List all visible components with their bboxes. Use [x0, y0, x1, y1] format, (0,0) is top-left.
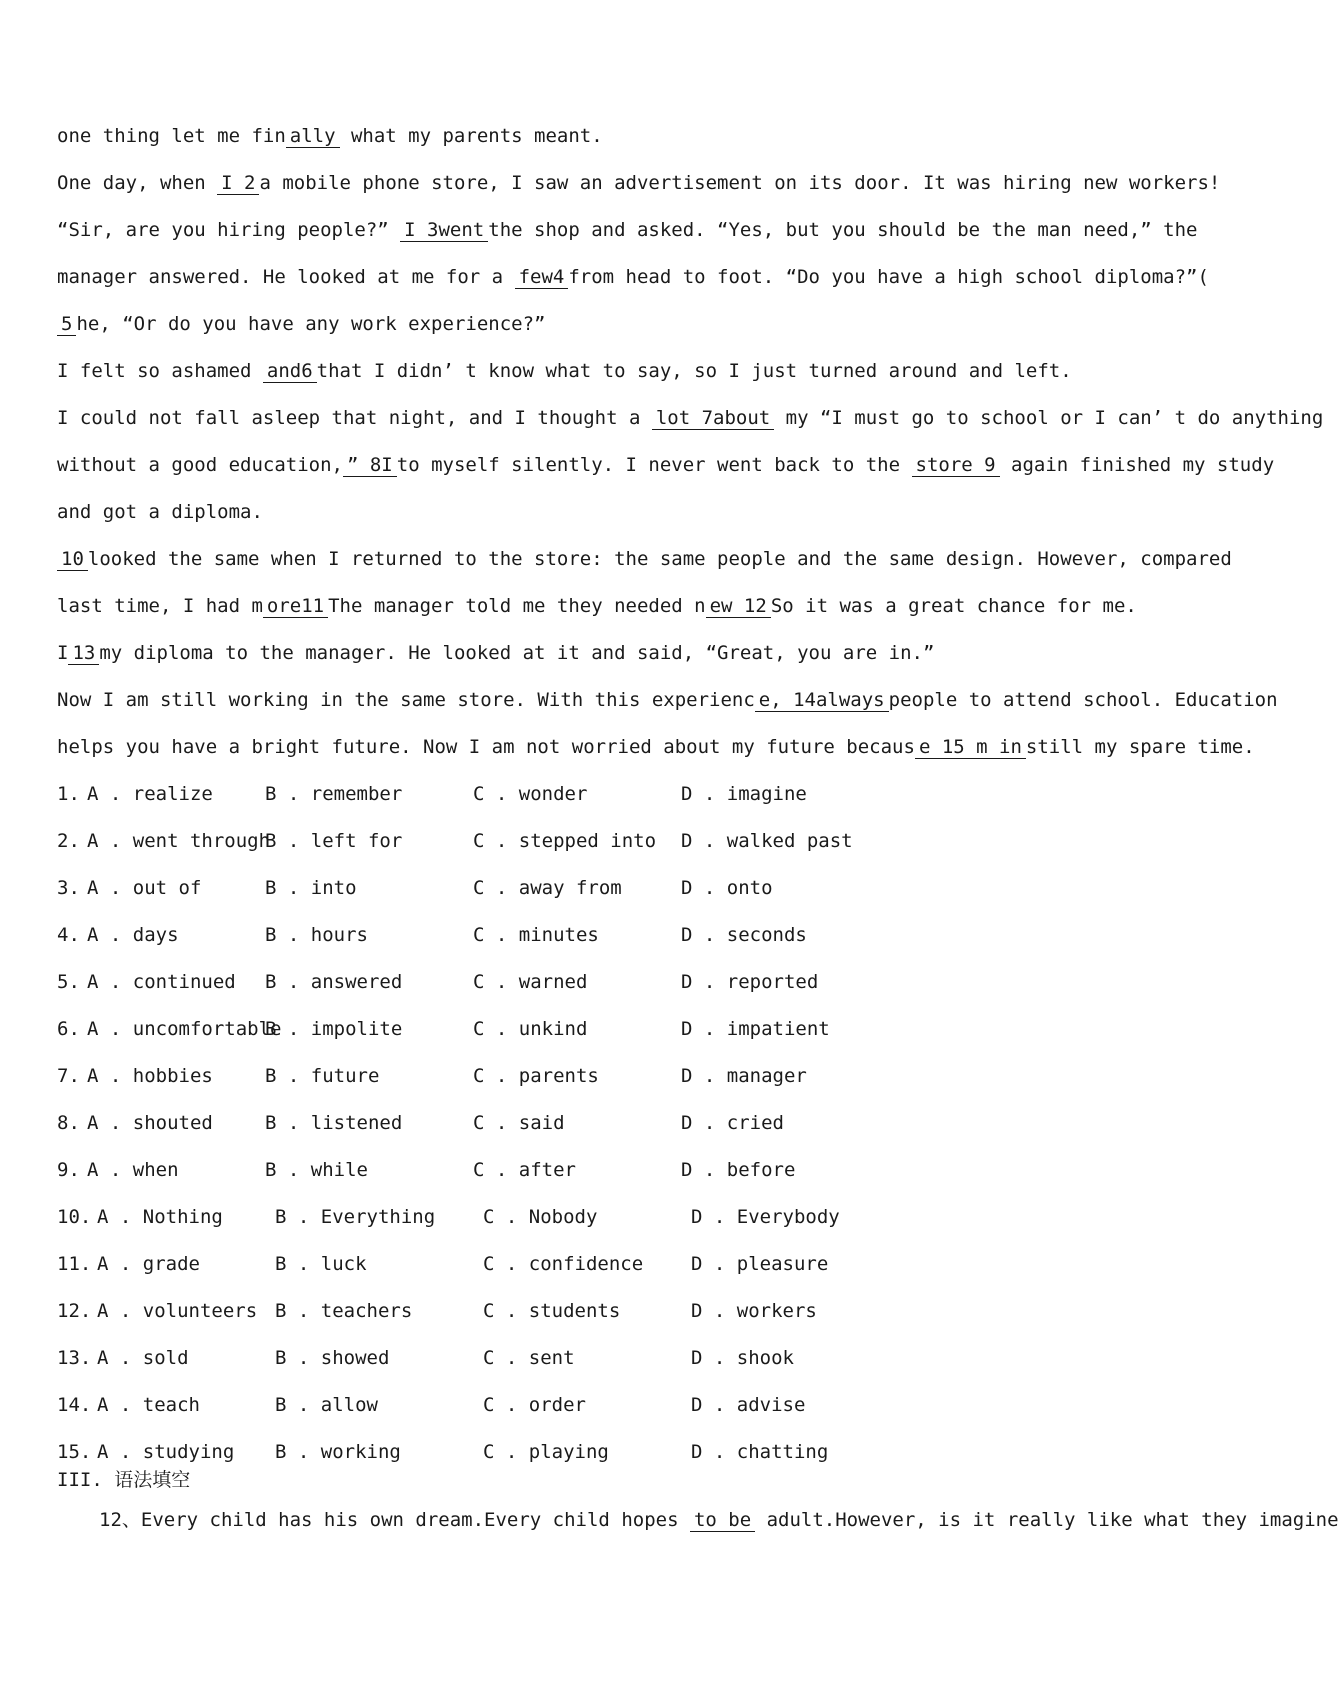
passage-text: helps you have a bright future. Now I am not worried about my future becaus — [57, 736, 915, 758]
option-b[interactable]: B . showed — [275, 1346, 390, 1369]
question-row — [57, 1005, 891, 1052]
passage-text: So it was a great chance for me. — [770, 595, 1137, 617]
option-c[interactable]: C . said — [473, 1111, 565, 1134]
option-d[interactable]: D . seconds — [681, 923, 807, 946]
passage-text: The manager told me they needed n — [328, 595, 706, 617]
answer-blank[interactable]: ew 12 — [706, 595, 771, 618]
passage-text: Now I am still working in the same store. With this experienc — [57, 689, 755, 711]
passage-text: still my spare time. — [1025, 736, 1255, 758]
section-title: 语法填空 — [114, 1469, 191, 1491]
question-number: 15. — [57, 1440, 92, 1463]
option-b[interactable]: B . future — [265, 1064, 380, 1087]
answer-blank[interactable]: I 3went — [400, 219, 488, 242]
option-d[interactable]: D . manager — [681, 1064, 807, 1087]
option-a[interactable]: A . continued — [87, 970, 236, 993]
grammar-question — [99, 1505, 1339, 1532]
option-c[interactable]: C . order — [483, 1393, 586, 1416]
passage-text: to myself silently. I never went back to the — [396, 454, 912, 476]
answer-blank[interactable]: ally — [286, 125, 340, 148]
passage-text: I felt so ashamed — [57, 360, 263, 382]
passage-line — [57, 489, 1177, 536]
answer-blank[interactable]: 10 — [57, 548, 88, 571]
option-a[interactable]: A . shouted — [87, 1111, 213, 1134]
grammar-text-end: adult.However, is it really like what they imagine — [755, 1509, 1339, 1531]
option-a[interactable]: A . went through — [87, 829, 271, 852]
passage-line — [57, 724, 1255, 771]
answer-blank[interactable]: 5 — [57, 313, 76, 336]
option-c[interactable]: C . parents — [473, 1064, 599, 1087]
option-c[interactable]: C . unkind — [473, 1017, 588, 1040]
question-row — [57, 1146, 891, 1193]
option-a[interactable]: A . Nothing — [97, 1205, 223, 1228]
passage-text: “Sir, are you hiring people?” — [57, 219, 401, 241]
option-b[interactable]: B . luck — [275, 1252, 367, 1275]
option-a[interactable]: A . studying — [97, 1440, 235, 1463]
passage-text: I could not fall asleep that night, and I thought a — [57, 407, 652, 429]
question-row — [57, 1287, 891, 1334]
passage-text: last time, I had m — [57, 595, 263, 617]
option-d[interactable]: D . imagine — [681, 782, 807, 805]
question-row — [57, 864, 891, 911]
passage-text: and got a diploma. — [57, 501, 263, 523]
option-c[interactable]: C . away from — [473, 876, 622, 899]
option-b[interactable]: B . allow — [275, 1393, 378, 1416]
answer-blank[interactable]: ore11 — [263, 595, 328, 618]
question-number: 14. — [57, 1393, 92, 1416]
option-a[interactable]: A . when — [87, 1158, 179, 1181]
option-d[interactable]: D . advise — [691, 1393, 806, 1416]
question-number: 1. — [57, 782, 80, 805]
option-c[interactable]: C . stepped into — [473, 829, 657, 852]
answer-blank[interactable]: 13 — [68, 642, 99, 665]
question-row — [57, 1334, 891, 1381]
passage-text: the shop and asked. “Yes, but you should be the man need,” the — [488, 219, 1198, 241]
passage-text: he, “Or do you have any work experience?” — [76, 313, 546, 335]
option-a[interactable]: A . uncomfortable — [87, 1017, 282, 1040]
passage-line — [57, 254, 1209, 301]
passage-text: from head to foot. “Do you have a high school diploma?”( — [568, 266, 1209, 288]
grammar-blank[interactable]: to be — [690, 1509, 755, 1532]
passage-line — [57, 442, 1275, 489]
question-number: 6. — [57, 1017, 80, 1040]
option-b[interactable]: B . working — [275, 1440, 401, 1463]
question-number: 7. — [57, 1064, 80, 1087]
section-number: III. — [57, 1469, 103, 1491]
option-b[interactable]: B . remember — [265, 782, 403, 805]
passage-line — [57, 301, 1177, 348]
option-a[interactable]: A . out of — [87, 876, 202, 899]
option-a[interactable]: A . sold — [97, 1346, 189, 1369]
passage-line — [57, 630, 1177, 677]
option-d[interactable]: D . shook — [691, 1346, 794, 1369]
passage-line — [57, 395, 1324, 442]
option-b[interactable]: B . hours — [265, 923, 368, 946]
question-row — [57, 1240, 891, 1287]
option-c[interactable]: C . sent — [483, 1346, 575, 1369]
question-options — [57, 770, 891, 1475]
option-d[interactable]: D . before — [681, 1158, 796, 1181]
option-d[interactable]: D . walked past — [681, 829, 853, 852]
passage-text: my “I must go to school or I can’ t do anything — [774, 407, 1324, 429]
option-d[interactable]: D . Everybody — [691, 1205, 840, 1228]
answer-blank[interactable]: I 2 — [217, 172, 259, 195]
option-b[interactable]: B . into — [265, 876, 357, 899]
question-number: 5. — [57, 970, 80, 993]
option-a[interactable]: A . grade — [97, 1252, 200, 1275]
option-d[interactable]: D . reported — [681, 970, 819, 993]
passage-text: again finished my study — [999, 454, 1275, 476]
option-c[interactable]: C . playing — [483, 1440, 609, 1463]
question-row — [57, 1052, 891, 1099]
answer-blank[interactable]: few4 — [515, 266, 569, 289]
option-d[interactable]: D . cried — [681, 1111, 784, 1134]
answer-blank[interactable]: ” 8I — [343, 454, 397, 477]
question-row — [57, 958, 891, 1005]
option-b[interactable]: B . left for — [265, 829, 403, 852]
option-c[interactable]: C . confidence — [483, 1252, 644, 1275]
question-row — [57, 1099, 891, 1146]
option-a[interactable]: A . volunteers — [97, 1299, 258, 1322]
option-a[interactable]: A . days — [87, 923, 179, 946]
passage-line — [57, 677, 1278, 724]
option-b[interactable]: B . answered — [265, 970, 403, 993]
option-c[interactable]: C . students — [483, 1299, 621, 1322]
answer-blank[interactable]: e 15 m in — [915, 736, 1026, 759]
passage-text: One day, when — [57, 172, 218, 194]
question-row — [57, 911, 891, 958]
question-row — [57, 817, 891, 864]
question-row — [57, 770, 891, 817]
option-d[interactable]: D . impatient — [681, 1017, 830, 1040]
option-c[interactable]: C . wonder — [473, 782, 588, 805]
passage-text: looked the same when I returned to the store: the same people and the same design. However, compared — [87, 548, 1232, 570]
question-row — [57, 1193, 891, 1240]
passage-line — [57, 583, 1177, 630]
passage-line — [57, 113, 1177, 160]
option-c[interactable]: C . after — [473, 1158, 576, 1181]
option-d[interactable]: D . workers — [691, 1299, 817, 1322]
passage-line — [57, 207, 1198, 254]
passage-text: I — [57, 642, 69, 664]
option-a[interactable]: A . realize — [87, 782, 213, 805]
question-number: 11. — [57, 1252, 92, 1275]
question-number: 8. — [57, 1111, 80, 1134]
passage-line — [57, 348, 1177, 395]
grammar-text-start: 12、Every child has his own dream.Every child hopes — [99, 1509, 690, 1531]
option-d[interactable]: D . onto — [681, 876, 773, 899]
passage-text: a mobile phone store, I saw an advertisement on its door. It was hiring new workers! — [259, 172, 1221, 194]
passage-text: what my parents meant. — [339, 125, 603, 147]
option-b[interactable]: B . listened — [265, 1111, 403, 1134]
question-row — [57, 1381, 891, 1428]
passage-text: one thing let me fin — [57, 125, 286, 147]
section-heading — [57, 1465, 190, 1492]
passage-text: my diploma to the manager. He looked at it and said, “Great, you are in.” — [99, 642, 935, 664]
question-number: 13. — [57, 1346, 92, 1369]
option-d[interactable]: D . chatting — [691, 1440, 829, 1463]
question-number: 9. — [57, 1158, 80, 1181]
option-c[interactable]: C . warned — [473, 970, 588, 993]
answer-blank[interactable]: lot 7about — [652, 407, 774, 430]
option-a[interactable]: A . teach — [97, 1393, 200, 1416]
passage-text: that I didn’ t know what to say, so I just turned around and left. — [316, 360, 1072, 382]
option-d[interactable]: D . pleasure — [691, 1252, 829, 1275]
cloze-passage — [57, 113, 1324, 771]
option-b[interactable]: B . while — [265, 1158, 368, 1181]
option-b[interactable]: B . impolite — [265, 1017, 403, 1040]
passage-text: people to attend school. Education — [888, 689, 1278, 711]
question-number: 10. — [57, 1205, 92, 1228]
passage-text: without a good education, — [57, 454, 343, 476]
passage-text: manager answered. He looked at me for a — [57, 266, 515, 288]
option-b[interactable]: B . teachers — [275, 1299, 413, 1322]
question-number: 4. — [57, 923, 80, 946]
answer-blank[interactable]: and6 — [263, 360, 317, 383]
answer-blank[interactable]: e, 14always — [755, 689, 889, 712]
answer-blank[interactable]: store 9 — [912, 454, 1000, 477]
question-number: 12. — [57, 1299, 92, 1322]
option-b[interactable]: B . Everything — [275, 1205, 436, 1228]
option-c[interactable]: C . Nobody — [483, 1205, 598, 1228]
option-c[interactable]: C . minutes — [473, 923, 599, 946]
question-number: 3. — [57, 876, 80, 899]
passage-line — [57, 160, 1221, 207]
option-a[interactable]: A . hobbies — [87, 1064, 213, 1087]
question-number: 2. — [57, 829, 80, 852]
passage-line — [57, 536, 1232, 583]
